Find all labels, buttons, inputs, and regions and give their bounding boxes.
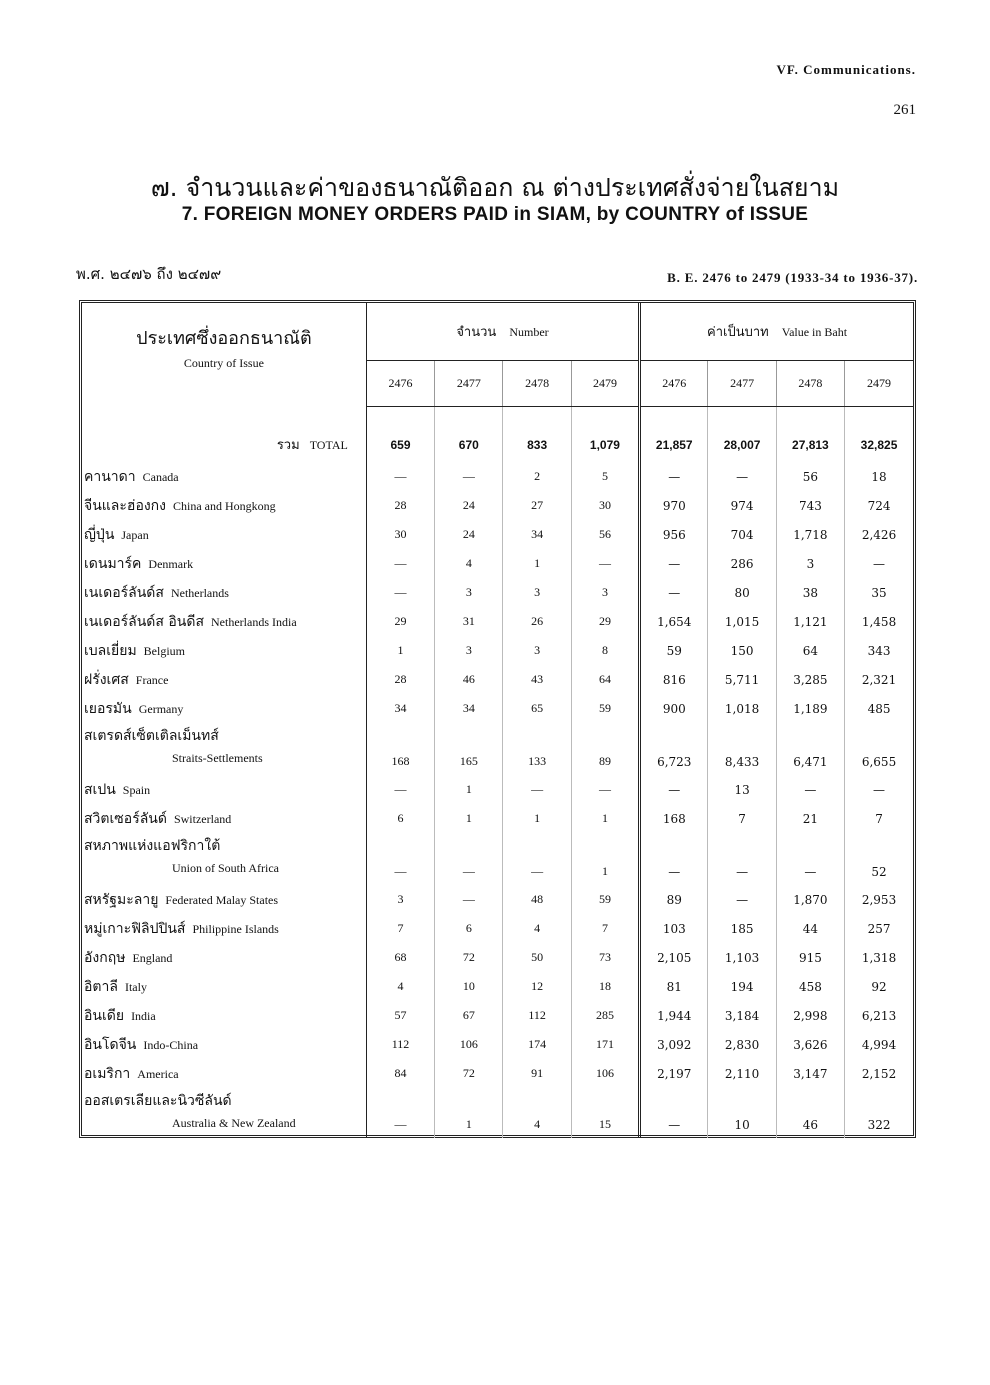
total-label-english: TOTAL — [309, 438, 348, 452]
value-cell: 743 — [776, 491, 844, 520]
country-name-cell — [82, 636, 366, 665]
country-name-cell — [82, 520, 366, 549]
number-cell: 91 — [503, 1059, 571, 1088]
number-cell: 2 — [503, 462, 571, 491]
country-name-english: France — [135, 672, 169, 687]
value-cell: 1,121 — [776, 607, 844, 636]
number-cell: 106 — [435, 1030, 503, 1059]
value-cell: 8,433 — [708, 723, 776, 775]
country-name-cell — [82, 1001, 366, 1030]
number-cell: 112 — [503, 1001, 571, 1030]
number-cell: 34 — [435, 694, 503, 723]
table-row — [82, 520, 913, 549]
number-cell: — — [366, 549, 434, 578]
number-cell: — — [571, 775, 639, 804]
country-name-english: Union of South Africa — [172, 861, 279, 875]
country-name-english: India — [131, 1008, 156, 1023]
value-cell: 900 — [640, 694, 708, 723]
number-cell: 7 — [571, 914, 639, 943]
country-name-english: Philippine Islands — [192, 921, 279, 936]
number-cell: 34 — [503, 520, 571, 549]
number-cell: — — [503, 775, 571, 804]
value-cell: — — [708, 833, 776, 885]
number-cell: 3 — [435, 636, 503, 665]
value-cell: 3,626 — [776, 1030, 844, 1059]
country-name-thai: สหรัฐมะลายู — [84, 891, 159, 908]
table-row — [82, 491, 913, 520]
number-cell: 3 — [366, 885, 434, 914]
number-cell: 29 — [571, 607, 639, 636]
country-name-cell — [82, 804, 366, 833]
number-cell: 106 — [571, 1059, 639, 1088]
number-cell: 59 — [571, 694, 639, 723]
country-name-cell — [82, 914, 366, 943]
number-cell: 27 — [503, 491, 571, 520]
value-cell: 3,184 — [708, 1001, 776, 1030]
number-cell: 72 — [435, 943, 503, 972]
number-cell: 4 — [503, 914, 571, 943]
total-label-thai: รวม — [276, 438, 300, 453]
period-thai: พ.ศ. ๒๔๗๖ ถึง ๒๔๗๙ — [76, 265, 222, 283]
value-cell: 52 — [845, 833, 913, 885]
country-name-cell — [82, 694, 366, 723]
value-cell: — — [708, 462, 776, 491]
value-cell: 7 — [845, 804, 913, 833]
value-cell: — — [708, 885, 776, 914]
country-name-thai: สหภาพแห่งแอฟริกาใต้ — [84, 838, 221, 854]
country-name-english: Switzerland — [173, 811, 232, 826]
country-name-thai: อินโดจีน — [84, 1036, 137, 1053]
value-cell: 1,189 — [776, 694, 844, 723]
year-header: 2479 — [845, 361, 913, 407]
number-cell: 1 — [435, 1088, 503, 1138]
year-header: 2476 — [366, 361, 434, 407]
value-cell: 816 — [640, 665, 708, 694]
table-row — [82, 694, 913, 723]
country-name-english: America — [137, 1066, 179, 1081]
total-number-cell: 659 — [366, 427, 434, 462]
total-label — [82, 427, 366, 462]
year-header: 2477 — [708, 361, 776, 407]
number-cell: — — [571, 549, 639, 578]
table-row — [82, 775, 913, 804]
value-cell: 21 — [776, 804, 844, 833]
title-thai: ๗. จำนวนและค่าของธนาณัติออก ณ ต่างประเทศสั่งจ่ายในสยาม — [150, 173, 840, 202]
value-cell: 168 — [640, 804, 708, 833]
country-name-thai: สเตรดส์เซ็ตเติลเม็นทส์ — [84, 728, 219, 744]
number-cell: — — [435, 462, 503, 491]
total-value-cell: 27,813 — [776, 427, 844, 462]
value-cell: 286 — [708, 549, 776, 578]
period-english: B. E. 2476 to 2479 (1933-34 to 1936-37). — [667, 270, 918, 285]
data-table — [82, 303, 913, 1138]
number-cell: 174 — [503, 1030, 571, 1059]
number-cell: — — [366, 775, 434, 804]
number-cell: 46 — [435, 665, 503, 694]
value-cell: 2,105 — [640, 943, 708, 972]
value-group-header — [640, 303, 913, 361]
value-cell: 1,318 — [845, 943, 913, 972]
value-cell: 194 — [708, 972, 776, 1001]
total-number-cell: 670 — [435, 427, 503, 462]
number-cell: 64 — [571, 665, 639, 694]
country-name-english: England — [132, 950, 173, 965]
number-cell: 4 — [435, 549, 503, 578]
number-cell: 15 — [571, 1088, 639, 1138]
country-name-english: Belgium — [143, 643, 186, 658]
number-cell: 168 — [366, 723, 434, 775]
number-cell: 112 — [366, 1030, 434, 1059]
number-cell: 6 — [366, 804, 434, 833]
country-name-cell — [82, 1030, 366, 1059]
value-cell: 458 — [776, 972, 844, 1001]
number-cell: 59 — [571, 885, 639, 914]
country-name-thai: เดนมาร์ค — [84, 555, 142, 572]
value-cell: 35 — [845, 578, 913, 607]
number-cell: 165 — [435, 723, 503, 775]
table-row — [82, 885, 913, 914]
value-cell: 6,471 — [776, 723, 844, 775]
country-name-english: Australia & New Zealand — [172, 1116, 296, 1130]
value-cell: 81 — [640, 972, 708, 1001]
table-row — [82, 914, 913, 943]
table-row — [82, 943, 913, 972]
number-cell: — — [366, 462, 434, 491]
number-cell: 1 — [435, 804, 503, 833]
value-cell: — — [640, 462, 708, 491]
number-cell: 4 — [503, 1088, 571, 1138]
value-cell: 64 — [776, 636, 844, 665]
number-cell: 30 — [571, 491, 639, 520]
number-cell: 171 — [571, 1030, 639, 1059]
country-name-thai: คานาดา — [84, 468, 136, 485]
value-cell: — — [845, 775, 913, 804]
country-name-thai: อินเดีย — [84, 1007, 125, 1024]
value-cell: — — [640, 833, 708, 885]
value-cell: 80 — [708, 578, 776, 607]
number-cell: 28 — [366, 665, 434, 694]
value-cell: 150 — [708, 636, 776, 665]
number-cell: 68 — [366, 943, 434, 972]
value-cell: — — [845, 549, 913, 578]
value-cell: 1,458 — [845, 607, 913, 636]
number-cell: 7 — [366, 914, 434, 943]
money-orders-table — [79, 300, 916, 1138]
number-cell: 28 — [366, 491, 434, 520]
value-cell: 3,092 — [640, 1030, 708, 1059]
value-cell: 1,870 — [776, 885, 844, 914]
total-value-cell: 32,825 — [845, 427, 913, 462]
value-cell: 6,723 — [640, 723, 708, 775]
number-cell: 1 — [366, 636, 434, 665]
number-cell: 67 — [435, 1001, 503, 1030]
value-cell: — — [776, 833, 844, 885]
total-value-cell: 21,857 — [640, 427, 708, 462]
number-cell: 30 — [366, 520, 434, 549]
country-name-english: Germany — [138, 701, 184, 716]
table-row — [82, 462, 913, 491]
number-cell: 89 — [571, 723, 639, 775]
country-name-english: Denmark — [148, 556, 194, 571]
number-cell: — — [366, 1088, 434, 1138]
country-name-cell — [82, 491, 366, 520]
number-cell: 50 — [503, 943, 571, 972]
value-cell: 3,285 — [776, 665, 844, 694]
number-cell: — — [435, 833, 503, 885]
table-row — [82, 804, 913, 833]
country-name-cell — [82, 462, 366, 491]
value-cell: 2,998 — [776, 1001, 844, 1030]
country-header-thai: ประเทศซึ่งออกธนาณัติ — [136, 328, 312, 349]
country-name-cell — [82, 972, 366, 1001]
country-name-cell — [82, 1088, 366, 1138]
country-name-english: Netherlands — [170, 585, 229, 600]
country-name-cell — [82, 665, 366, 694]
value-cell: 38 — [776, 578, 844, 607]
country-name-thai: ฝรั่งเศส — [84, 671, 129, 688]
number-cell: 18 — [571, 972, 639, 1001]
number-cell: 1 — [503, 549, 571, 578]
value-cell: 2,110 — [708, 1059, 776, 1088]
table-body — [82, 407, 913, 1139]
value-cell: 2,953 — [845, 885, 913, 914]
country-name-cell — [82, 833, 366, 885]
value-cell: 1,018 — [708, 694, 776, 723]
year-header: 2476 — [640, 361, 708, 407]
value-cell: 343 — [845, 636, 913, 665]
number-cell: 73 — [571, 943, 639, 972]
value-cell: 1,654 — [640, 607, 708, 636]
table-row — [82, 1030, 913, 1059]
number-cell: 3 — [503, 636, 571, 665]
value-cell: 10 — [708, 1088, 776, 1138]
table-row — [82, 1059, 913, 1088]
country-name-cell — [82, 578, 366, 607]
country-name-thai: สวิตเซอร์ลันด์ — [84, 810, 167, 827]
value-header-thai: ค่าเป็นบาท — [707, 325, 769, 340]
value-cell: 1,015 — [708, 607, 776, 636]
table-row — [82, 549, 913, 578]
total-value-cell: 28,007 — [708, 427, 776, 462]
number-cell: 3 — [571, 578, 639, 607]
value-cell: 44 — [776, 914, 844, 943]
number-cell: 1 — [503, 804, 571, 833]
number-cell: 5 — [571, 462, 639, 491]
value-cell: 59 — [640, 636, 708, 665]
value-cell: 5,711 — [708, 665, 776, 694]
number-cell: 1 — [435, 775, 503, 804]
value-header-english: Value in Baht — [781, 325, 848, 339]
table-row — [82, 1001, 913, 1030]
value-cell: 1,103 — [708, 943, 776, 972]
value-cell: 1,718 — [776, 520, 844, 549]
number-cell: 56 — [571, 520, 639, 549]
country-column-header — [82, 303, 366, 407]
number-cell: 24 — [435, 491, 503, 520]
country-name-thai: เบลเยี่ยม — [84, 642, 137, 659]
country-name-thai: ออสเตรเลียและนิวซีลันด์ — [84, 1093, 232, 1109]
value-cell: — — [640, 1088, 708, 1138]
total-number-cell: 833 — [503, 427, 571, 462]
number-cell: 6 — [435, 914, 503, 943]
number-cell: 34 — [366, 694, 434, 723]
number-group-header — [366, 303, 639, 361]
table-row — [82, 607, 913, 636]
total-number-cell: 1,079 — [571, 427, 639, 462]
country-name-english: Spain — [122, 782, 151, 797]
value-cell: 2,152 — [845, 1059, 913, 1088]
value-cell: 1,944 — [640, 1001, 708, 1030]
country-name-thai: อังกฤษ — [84, 949, 126, 966]
table-row — [82, 665, 913, 694]
country-name-thai: จีนและฮ่องกง — [84, 497, 166, 514]
number-cell: 133 — [503, 723, 571, 775]
year-header: 2479 — [571, 361, 639, 407]
table-row — [82, 1088, 913, 1138]
year-header: 2477 — [435, 361, 503, 407]
table-row — [82, 636, 913, 665]
value-cell: 3,147 — [776, 1059, 844, 1088]
value-cell: 2,197 — [640, 1059, 708, 1088]
value-cell: 92 — [845, 972, 913, 1001]
country-name-english: Italy — [124, 979, 147, 994]
country-header-english: Country of Issue — [183, 356, 264, 370]
value-cell: 2,321 — [845, 665, 913, 694]
number-cell: — — [366, 833, 434, 885]
value-cell: 257 — [845, 914, 913, 943]
country-name-cell — [82, 723, 366, 775]
value-cell: 89 — [640, 885, 708, 914]
value-cell: 956 — [640, 520, 708, 549]
number-cell: 29 — [366, 607, 434, 636]
value-cell: — — [776, 775, 844, 804]
country-name-english: Netherlands India — [211, 614, 297, 629]
value-cell: 6,213 — [845, 1001, 913, 1030]
value-cell: 103 — [640, 914, 708, 943]
value-cell: 7 — [708, 804, 776, 833]
number-cell: 43 — [503, 665, 571, 694]
value-cell: 724 — [845, 491, 913, 520]
value-cell: 18 — [845, 462, 913, 491]
country-name-english: Japan — [121, 527, 149, 542]
running-head: VF. Communications. — [776, 62, 916, 77]
number-cell: 31 — [435, 607, 503, 636]
country-name-thai: เนเดอร์ลันด์ส — [84, 584, 164, 601]
number-cell: 8 — [571, 636, 639, 665]
country-name-thai: อเมริกา — [84, 1065, 131, 1082]
number-cell: 10 — [435, 972, 503, 1001]
number-cell: 48 — [503, 885, 571, 914]
number-cell: 285 — [571, 1001, 639, 1030]
number-cell: 84 — [366, 1059, 434, 1088]
number-cell: 12 — [503, 972, 571, 1001]
country-name-cell — [82, 607, 366, 636]
country-name-thai: เนเดอร์ลันด์ส อินดีส — [84, 613, 205, 630]
number-cell: 24 — [435, 520, 503, 549]
country-name-english: Indo-China — [143, 1037, 199, 1052]
country-name-thai: เยอรมัน — [84, 700, 132, 717]
country-name-cell — [82, 885, 366, 914]
number-header-thai: จำนวน — [456, 325, 497, 340]
value-cell: 185 — [708, 914, 776, 943]
number-cell: 3 — [435, 578, 503, 607]
value-cell: 2,830 — [708, 1030, 776, 1059]
value-cell: 2,426 — [845, 520, 913, 549]
country-name-cell — [82, 1059, 366, 1088]
title-english: 7. FOREIGN MONEY ORDERS PAID in SIAM, by COUNTRY of ISSUE — [181, 204, 809, 225]
value-cell: 56 — [776, 462, 844, 491]
country-name-thai: อิตาลี — [84, 978, 118, 995]
country-name-thai: หมู่เกาะฟิลิปปินส์ — [84, 920, 186, 937]
country-name-english: Straits-Settlements — [172, 751, 263, 765]
number-cell: — — [435, 885, 503, 914]
value-cell: 974 — [708, 491, 776, 520]
table-row — [82, 723, 913, 775]
year-header: 2478 — [503, 361, 571, 407]
value-cell: 3 — [776, 549, 844, 578]
value-cell: — — [640, 775, 708, 804]
year-header: 2478 — [776, 361, 844, 407]
table-row — [82, 833, 913, 885]
value-cell: — — [640, 549, 708, 578]
country-name-english: Federated Malay States — [165, 892, 279, 907]
value-cell: 915 — [776, 943, 844, 972]
number-cell: 65 — [503, 694, 571, 723]
number-cell: — — [366, 578, 434, 607]
country-name-thai: สเปน — [84, 781, 116, 798]
total-row — [82, 427, 913, 462]
number-cell: 57 — [366, 1001, 434, 1030]
country-name-english: China and Hongkong — [173, 498, 276, 513]
value-cell: 970 — [640, 491, 708, 520]
country-name-cell — [82, 943, 366, 972]
table-row — [82, 972, 913, 1001]
number-cell: 3 — [503, 578, 571, 607]
number-header-english: Number — [509, 325, 549, 339]
number-cell: 26 — [503, 607, 571, 636]
value-cell: 322 — [845, 1088, 913, 1138]
value-cell: 485 — [845, 694, 913, 723]
number-cell: 1 — [571, 833, 639, 885]
value-cell: 46 — [776, 1088, 844, 1138]
country-name-cell — [82, 775, 366, 804]
page-number: 261 — [893, 102, 916, 118]
value-cell: — — [640, 578, 708, 607]
number-cell: — — [503, 833, 571, 885]
table-row — [82, 578, 913, 607]
country-name-english: Canada — [142, 469, 179, 484]
value-cell: 4,994 — [845, 1030, 913, 1059]
value-cell: 6,655 — [845, 723, 913, 775]
value-cell: 13 — [708, 775, 776, 804]
country-name-thai: ญี่ปุ่น — [84, 526, 115, 543]
value-cell: 704 — [708, 520, 776, 549]
number-cell: 1 — [571, 804, 639, 833]
number-cell: 4 — [366, 972, 434, 1001]
number-cell: 72 — [435, 1059, 503, 1088]
country-name-cell — [82, 549, 366, 578]
